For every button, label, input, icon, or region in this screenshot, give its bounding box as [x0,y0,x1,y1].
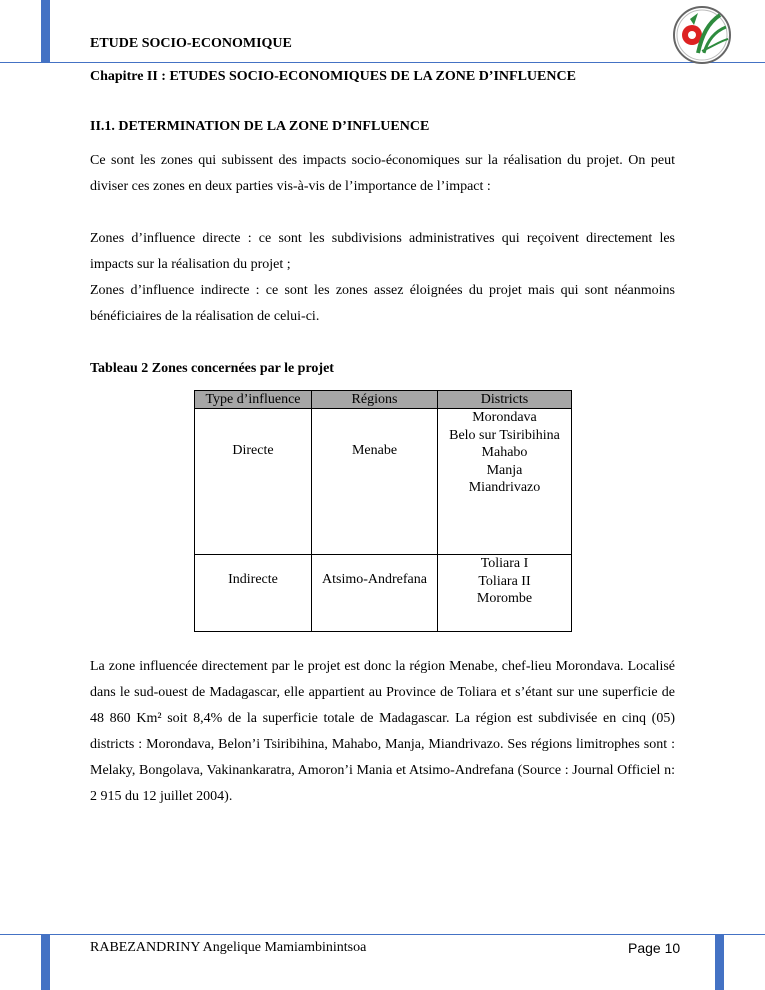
header-type-influence: Type d’influence [195,391,312,409]
footer-left-bar [41,934,50,990]
district-item: Miandrivazo [468,480,541,495]
district-item: Mahabo [481,445,528,460]
header-left-bar [41,0,50,62]
chapter-title: Chapitre II : ETUDES SOCIO-ECONOMIQUES DE LA ZONE D’INFLUENCE [90,69,576,84]
footer-author: RABEZANDRINY Angelique Mamiambinintsoa [90,940,367,955]
district-item: Morombe [476,591,533,606]
district-item: Manja [486,462,523,478]
cell-region: Menabe [312,409,438,555]
cell-type: Directe [195,409,312,555]
conclusion-paragraph: La zone influencée directement par le projet est donc la région Menabe, chef-lieu Morondava. Localisé dans le sud-ouest de Madagascar, elle appartient au Province de Toliara et s’étant sur une superficie de 48 860 Km² soit 8,4% de la superficie totale de Madagascar. La région est subdivisée en cinq (05) districts : Morondava, Belon’i Tsiribihina, Mahabo, Manja, Miandrivazo. Ses régions limitrophes sont : Melaky, Bongolava, Vakinankaratra, Amoron’i Mania et Atsimo-Andrefana (Source : Journal Officiel n: 2 915 du 12 juillet 2004). [90,659,675,804]
header-rule [0,62,765,63]
zones-table [194,390,572,632]
header-title: ETUDE SOCIO-ECONOMIQUE [90,36,292,51]
header-regions: Régions [312,391,438,409]
district-item: Toliara II [478,573,531,589]
cell-districts [438,555,572,632]
page-number: Page 10 [628,940,681,956]
cell-region: Atsimo-Andrefana [312,555,438,632]
footer-rule [0,934,765,935]
cell-districts [438,409,572,555]
zone-directe-paragraph: Zones d’influence directe : ce sont les subdivisions administratives qui reçoivent directement les impacts sur la réalisation du projet ; [90,231,675,272]
district-item: Belo sur Tsiribihina [449,427,560,443]
table-row [195,555,572,632]
district-item: Toliara I [480,556,529,571]
table-row [195,409,572,555]
intro-paragraph: Ce sont les zones qui subissent des impacts socio-économiques sur la réalisation du projet. On peut diviser ces zones en deux parties vis-à-vis de l’importance de l’impact : [90,153,675,194]
zone-indirecte-paragraph: Zones d’influence indirecte : ce sont les zones assez éloignées du projet mais qui sont néanmoins bénéficiaires de la réalisation de celui-ci. [90,283,675,324]
table-caption: Tableau 2 Zones concernées par le projet [90,361,334,376]
section-title: II.1. DETERMINATION DE LA ZONE D’INFLUENCE [90,119,430,134]
university-emblem-logo [668,5,736,65]
district-item: Morondava [472,410,537,425]
table-header-row [195,391,572,409]
footer-right-bar [715,934,724,990]
cell-type: Indirecte [195,555,312,632]
header-districts: Districts [438,391,572,409]
